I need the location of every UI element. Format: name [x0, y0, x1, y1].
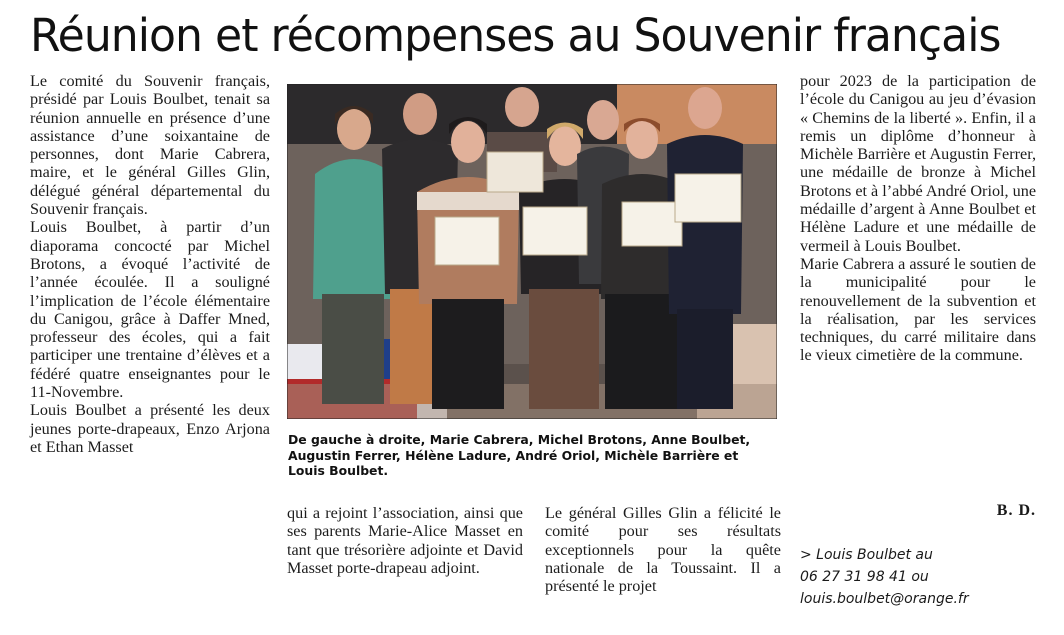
article-column-1: [30, 72, 270, 456]
contact-email: louis.boulbet@orange.fr: [800, 591, 969, 607]
contact-phone: 06 27 31 98 41 ou: [800, 569, 929, 585]
contact-info: [800, 544, 1036, 610]
group-photo: [287, 84, 777, 419]
paragraph-2: Louis Boulbet, à partir d’un diaporama concocté par Michel Brotons, a évoqué l’activité de l’année écoulée. Il a souligné l’implication de l’école élémentaire du Canigou, grâce à Daffer Mned, professeur des écoles, qui a fait participer une trentaine d’élèves et a fédéré quatre enseignantes pour le 11-Novembre.: [30, 218, 270, 402]
headline: Réunion et récompenses au Souvenir français: [30, 9, 1001, 62]
author-signature: B. D.: [996, 502, 1036, 519]
paragraph-3: Louis Boulbet a présenté les deux jeunes porte-drapeaux, Enzo Arjona et Ethan Masset: [30, 401, 270, 456]
article-column-3: Le général Gilles Glin a félicité le comité pour ses résultats exceptionnels pour la quête nationale de la Toussaint. Il a présenté le projet: [545, 504, 781, 596]
photo-caption: De gauche à droite, Marie Cabrera, Michel Brotons, Anne Boulbet, Augustin Ferrer, Hélène Ladure, André Oriol, Michèle Barrière et Louis Boulbet.: [288, 432, 751, 478]
group-photo-illustration: [287, 84, 777, 419]
article-column-2: qui a rejoint l’association, ainsi que ses parents Marie-Alice Masset en tant que trésorière adjointe et David Masset porte-drapeau adjoint.: [287, 504, 523, 577]
paragraph-1: Le comité du Souvenir français, présidé par Louis Boulbet, tenait sa réunion annuelle en présence d’une assistance d’une soixantaine de personnes, dont Marie Cabrera, maire, et le général Gilles Glin, délégué général départemental du Souvenir français.: [30, 72, 270, 219]
paragraph-5: Marie Cabrera a assuré le soutien de la municipalité pour le renouvellement de la subvention et la réalisation, par les services techniques, du carré militaire dans le vieux cimetière de la commune.: [800, 254, 1036, 365]
paragraph-4: pour 2023 de la participation de l’école du Canigou au jeu d’évasion « Chemins de la liberté ». Enfin, il a remis un diplôme d’honneur à Michèle Barrière et Augustin Ferrer, une médaille de bronze à Michel Brotons et à l’abbé André Oriol, une médaille d’argent à Anne Boulbet et Hélène Ladure et une médaille de vermeil à Louis Boulbet.: [800, 72, 1037, 255]
contact-line-1: > Louis Boulbet au: [800, 547, 933, 563]
article-column-4: [800, 72, 1036, 365]
